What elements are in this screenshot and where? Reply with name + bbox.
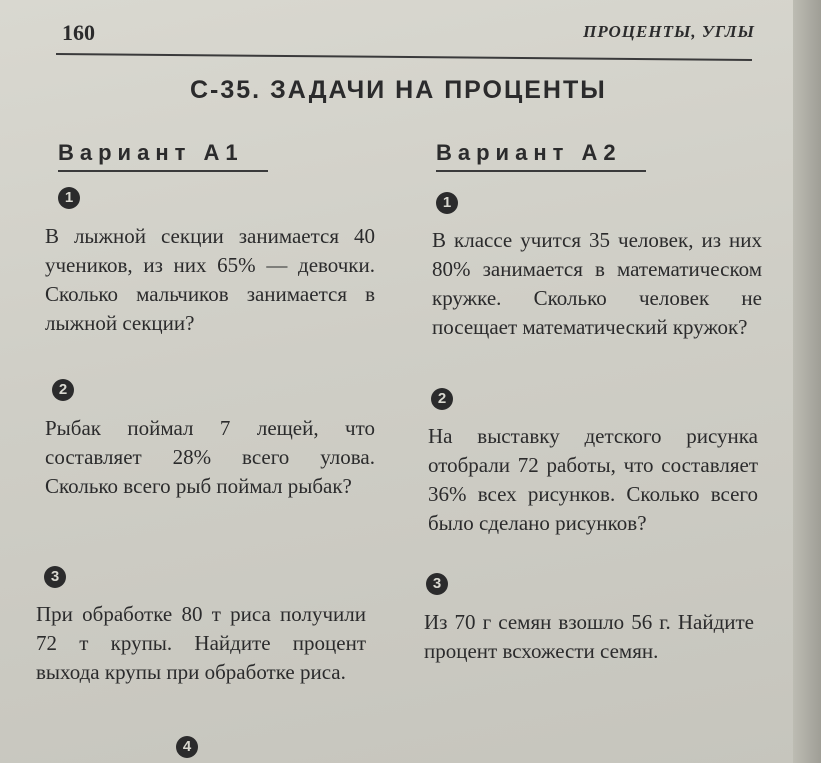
page-number: 160 (62, 20, 95, 45)
a1-task-3-text: При обработке 80 т риса получили 72 т крупы. Найдите процент выхода крупы при обработке риса. (36, 602, 366, 684)
a2-task-2-text: На выставку детского рисунка отобрали 72 работы, что составляет 36% всех рисунков. Сколько всего было сделано рисунков? (428, 424, 758, 535)
a2-task-1-number: 1 (436, 192, 458, 214)
a2-task-3-text: Из 70 г семян взошло 56 г. Найдите процент всхожести семян. (424, 610, 754, 663)
variant-a1-title: Вариант А1 (58, 140, 268, 172)
variant-a2-title-block (436, 140, 776, 172)
running-head: ПРОЦЕНТЫ, УГЛЫ (583, 22, 755, 41)
variant-a1-title-block (58, 140, 398, 172)
a2-task-2-number: 2 (431, 388, 453, 410)
a1-task-3-number: 3 (44, 566, 66, 588)
a1-task-1-text: В лыжной секции занимается 40 учеников, из них 65% — девочки. Сколько мальчиков занимается в лыжной секции? (45, 224, 375, 335)
page-edge (793, 0, 821, 763)
a1-task-1-number: 1 (58, 187, 80, 209)
a2-task-3-number: 3 (426, 573, 448, 595)
section-title: С-35. ЗАДАЧИ НА ПРОЦЕНТЫ (190, 76, 607, 104)
header-rule (56, 53, 752, 61)
a2-task-1-text: В классе учится 35 человек, из них 80% занимается в математическом кружке. Сколько человек не посещает математический кружок? (432, 228, 762, 339)
a1-task-2-number: 2 (52, 379, 74, 401)
a1-task-2-text: Рыбак поймал 7 лещей, что составляет 28% всего улова. Сколько всего рыб поймал рыбак? (45, 416, 375, 498)
variant-a2-title: Вариант А2 (436, 140, 646, 172)
a1-task-4-number: 4 (176, 736, 198, 758)
